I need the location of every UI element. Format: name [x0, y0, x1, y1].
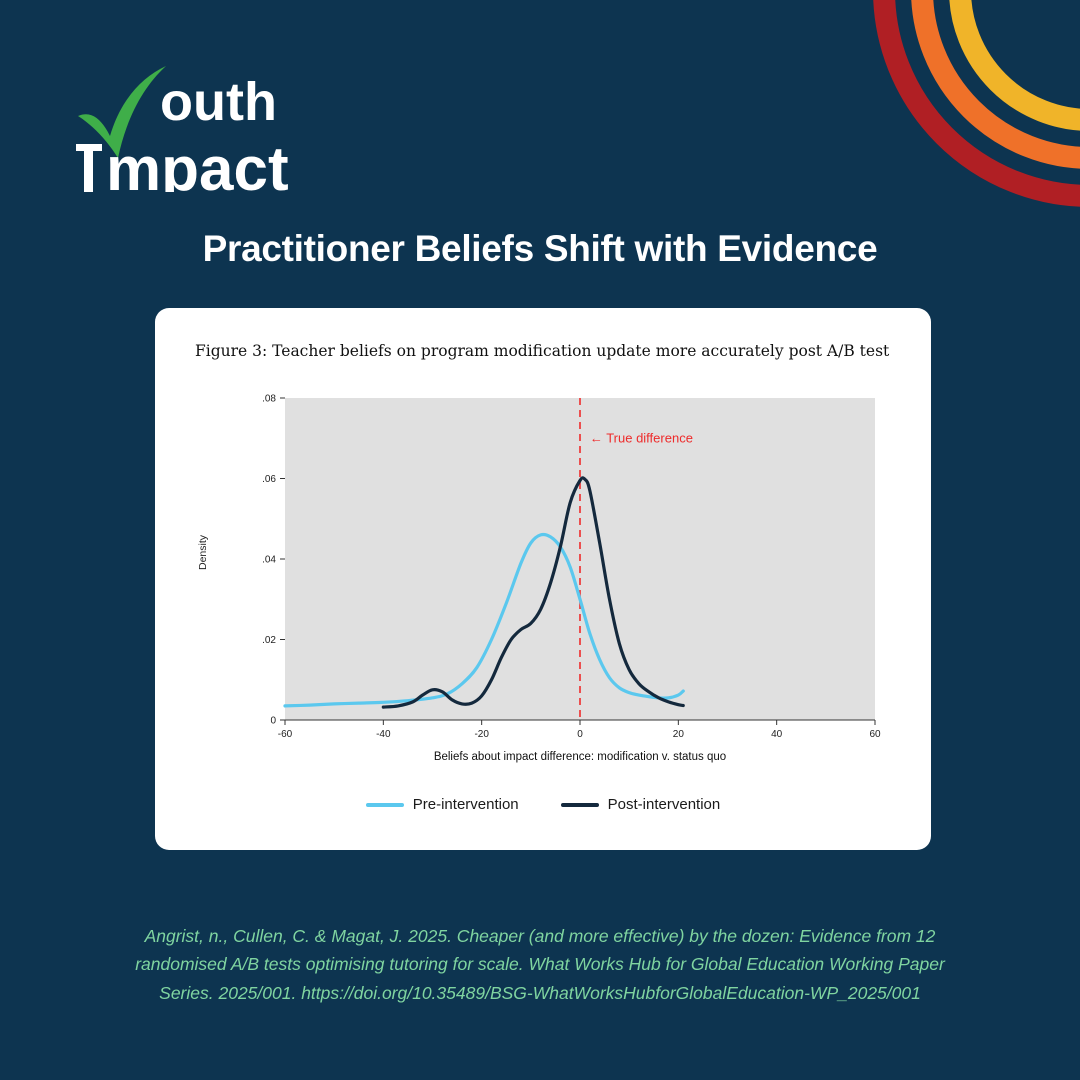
- svg-text:.08: .08: [262, 393, 276, 405]
- svg-text:20: 20: [672, 729, 684, 740]
- legend-label-post: Post-intervention: [607, 796, 721, 813]
- legend-swatch-post: [561, 803, 599, 807]
- legend-label-pre: Pre-intervention: [412, 796, 519, 813]
- citation-text: Angrist, n., Cullen, C. & Magat, J. 2025. Cheaper (and more effective) by the dozen: Evidence from 12 randomised A/B tests optimising tutoring for scale. What Works Hub for Global Education Working Paper Series. 2025/001. https://doi.org/10.35489/BSG-WhatWorksHubforGlobalEducation-WP_2025/001: [135, 926, 945, 1003]
- svg-text:40: 40: [771, 729, 783, 740]
- figure-caption: Figure 3: Teacher beliefs on program modification update more accurately post A/B test: [195, 342, 890, 360]
- legend-item-pre: [366, 796, 519, 813]
- page-title: Practitioner Beliefs Shift with Evidence: [202, 228, 878, 269]
- chart-plot-area: [195, 380, 895, 800]
- svg-text:-40: -40: [376, 729, 391, 740]
- chart-legend: [155, 796, 931, 813]
- density-chart: [195, 380, 895, 800]
- svg-text:0: 0: [270, 715, 276, 727]
- logo-text-top: outh: [160, 72, 277, 132]
- svg-text:← True difference: ← True difference: [589, 430, 693, 446]
- logo-text-bottom: mpact: [106, 135, 289, 192]
- svg-text:.04: .04: [262, 554, 276, 566]
- svg-text:60: 60: [869, 729, 881, 740]
- legend-swatch-pre: [366, 803, 404, 807]
- svg-text:Beliefs about impact differenc: Beliefs about impact difference: modification v. status quo: [433, 751, 727, 763]
- svg-text:-60: -60: [277, 729, 293, 740]
- svg-text:0: 0: [577, 729, 583, 740]
- svg-text:.02: .02: [262, 635, 276, 646]
- svg-text:.06: .06: [262, 474, 276, 485]
- youth-impact-logo: [72, 62, 332, 192]
- svg-text:-20: -20: [474, 729, 489, 740]
- chart-card: [155, 308, 931, 850]
- y-axis-label: Density: [197, 534, 209, 570]
- legend-item-post: [561, 796, 721, 813]
